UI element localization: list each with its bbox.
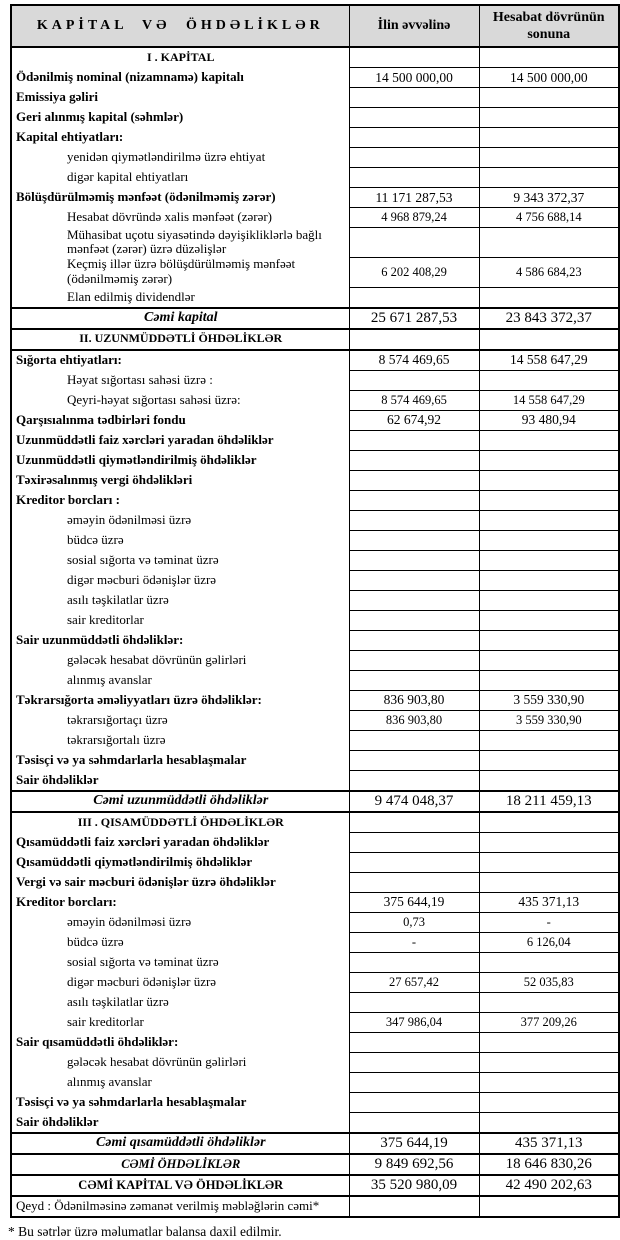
value-beginning-of-year: 9 849 692,56 <box>349 1154 479 1175</box>
value-beginning-of-year <box>349 872 479 892</box>
value-beginning-of-year <box>349 570 479 590</box>
table-row <box>11 1112 619 1133</box>
value-beginning-of-year: 9 474 048,37 <box>349 791 479 812</box>
value-end-of-reporting-period: 435 371,13 <box>479 1133 619 1154</box>
value-end-of-reporting-period <box>479 430 619 450</box>
row-label: Elan edilmiş dividendlər <box>11 287 349 308</box>
value-end-of-reporting-period: 23 843 372,37 <box>479 308 619 329</box>
value-end-of-reporting-period: 18 646 830,26 <box>479 1154 619 1175</box>
table-row <box>11 1196 619 1217</box>
row-label: I . KAPİTAL <box>11 47 349 68</box>
value-beginning-of-year <box>349 148 479 168</box>
table-row <box>11 892 619 912</box>
value-beginning-of-year <box>349 812 479 833</box>
table-row <box>11 1154 619 1175</box>
value-end-of-reporting-period: 52 035,83 <box>479 972 619 992</box>
row-label: gələcək hesabat dövrünün gəlirləri <box>11 650 349 670</box>
value-beginning-of-year: 14 500 000,00 <box>349 68 479 88</box>
value-end-of-reporting-period <box>479 750 619 770</box>
value-end-of-reporting-period <box>479 872 619 892</box>
header-row <box>11 5 619 47</box>
value-beginning-of-year <box>349 952 479 972</box>
row-label: Bölüşdürülməmiş mənfəət (ödənilməmiş zərər) <box>11 188 349 208</box>
value-end-of-reporting-period <box>479 88 619 108</box>
row-label: Cəmi kapital <box>11 308 349 329</box>
table-row <box>11 791 619 812</box>
value-beginning-of-year <box>349 1072 479 1092</box>
row-label: yenidən qiymətləndirilmə üzrə ehtiyat <box>11 148 349 168</box>
row-label: digər məcburi ödənişlər üzrə <box>11 972 349 992</box>
table-row <box>11 932 619 952</box>
row-label: Qarşısıalınma tədbirləri fondu <box>11 410 349 430</box>
table-row <box>11 510 619 530</box>
row-label: Vergi və sair məcburi ödənişlər üzrə öhdəliklər <box>11 872 349 892</box>
row-label: Ödənilmiş nominal (nizamnamə) kapitalı <box>11 68 349 88</box>
value-beginning-of-year <box>349 108 479 128</box>
row-label: əməyin ödənilməsi üzrə <box>11 510 349 530</box>
row-label: III . QISAMÜDDƏTLİ ÖHDƏLİKLƏR <box>11 812 349 833</box>
value-end-of-reporting-period <box>479 832 619 852</box>
row-label: II. UZUNMÜDDƏTLİ ÖHDƏLİKLƏR <box>11 329 349 350</box>
value-beginning-of-year <box>349 430 479 450</box>
table-header <box>11 5 619 47</box>
value-end-of-reporting-period <box>479 630 619 650</box>
table-row <box>11 690 619 710</box>
table-row <box>11 450 619 470</box>
value-beginning-of-year <box>349 530 479 550</box>
value-end-of-reporting-period: 377 209,26 <box>479 1012 619 1032</box>
row-label: Kapital ehtiyatları: <box>11 128 349 148</box>
row-label: sair kreditorlar <box>11 1012 349 1032</box>
value-beginning-of-year <box>349 329 479 350</box>
row-label: büdcə üzrə <box>11 932 349 952</box>
row-label: alınmış avanslar <box>11 1072 349 1092</box>
row-label: təkrarsığortaçı üzrə <box>11 710 349 730</box>
value-beginning-of-year <box>349 450 479 470</box>
table-row <box>11 952 619 972</box>
value-beginning-of-year <box>349 510 479 530</box>
row-label: Sığorta ehtiyatları: <box>11 350 349 371</box>
column-header-capital-and-liabilities: KAPİTAL VƏ ÖHDƏLİKLƏR <box>11 5 349 47</box>
row-label: Mühasibat uçotu siyasətində dəyişikliklərlə bağlı mənfəət (zərər) üzrə düzəlişlər <box>11 228 349 258</box>
value-end-of-reporting-period <box>479 992 619 1012</box>
table-row <box>11 710 619 730</box>
row-label: Cəmi qısamüddətli öhdəliklər <box>11 1133 349 1154</box>
value-end-of-reporting-period: 42 490 202,63 <box>479 1175 619 1196</box>
row-label: Keçmiş illər üzrə bölüşdürülməmiş mənfəət (ödənilməmiş zərər) <box>11 257 349 287</box>
row-label: Təsisçi və ya səhmdarlarla hesablaşmalar <box>11 1092 349 1112</box>
value-end-of-reporting-period <box>479 610 619 630</box>
row-label: Geri alınmış kapital (səhmlər) <box>11 108 349 128</box>
footnote: * Bu sətrlər üzrə məlumatlar balansa daxil edilmir. <box>8 1223 282 1239</box>
table-row <box>11 650 619 670</box>
value-end-of-reporting-period <box>479 128 619 148</box>
row-label: Hesabat dövründə xalis mənfəət (zərər) <box>11 208 349 228</box>
value-beginning-of-year: 375 644,19 <box>349 892 479 912</box>
value-end-of-reporting-period <box>479 550 619 570</box>
value-beginning-of-year <box>349 610 479 630</box>
row-label: alınmış avanslar <box>11 670 349 690</box>
table-body <box>11 47 619 1217</box>
value-beginning-of-year <box>349 992 479 1012</box>
table-row <box>11 47 619 68</box>
table-row <box>11 872 619 892</box>
row-label: Cəmi uzunmüddətli öhdəliklər <box>11 791 349 812</box>
table-row <box>11 68 619 88</box>
value-beginning-of-year: 35 520 980,09 <box>349 1175 479 1196</box>
balance-sheet-table <box>10 4 620 1218</box>
value-beginning-of-year <box>349 470 479 490</box>
row-label: Qısamüddətli qiymətləndirilmiş öhdəliklər <box>11 852 349 872</box>
value-beginning-of-year: 62 674,92 <box>349 410 479 430</box>
row-label: sosial sığorta və təminat üzrə <box>11 952 349 972</box>
value-beginning-of-year: 8 574 469,65 <box>349 390 479 410</box>
row-label: Uzunmüddətli qiymətləndirilmiş öhdəliklər <box>11 450 349 470</box>
row-label: əməyin ödənilməsi üzrə <box>11 912 349 932</box>
table-row <box>11 590 619 610</box>
table-row <box>11 670 619 690</box>
value-end-of-reporting-period <box>479 650 619 670</box>
table-row <box>11 912 619 932</box>
row-label: Həyat sığortası sahəsi üzrə : <box>11 370 349 390</box>
value-beginning-of-year <box>349 128 479 148</box>
value-end-of-reporting-period: 93 480,94 <box>479 410 619 430</box>
table-row <box>11 972 619 992</box>
row-label: digər məcburi ödənişlər üzrə <box>11 570 349 590</box>
row-label: asılı təşkilatlar üzrə <box>11 992 349 1012</box>
value-end-of-reporting-period <box>479 670 619 690</box>
value-end-of-reporting-period <box>479 148 619 168</box>
value-beginning-of-year: - <box>349 932 479 952</box>
value-end-of-reporting-period <box>479 570 619 590</box>
value-beginning-of-year: 27 657,42 <box>349 972 479 992</box>
value-beginning-of-year <box>349 47 479 68</box>
row-label: Təsisçi və ya səhmdarlarla hesablaşmalar <box>11 750 349 770</box>
value-beginning-of-year: 836 903,80 <box>349 710 479 730</box>
value-beginning-of-year <box>349 832 479 852</box>
value-end-of-reporting-period: 4 756 688,14 <box>479 208 619 228</box>
value-end-of-reporting-period <box>479 1112 619 1133</box>
table-row <box>11 1032 619 1052</box>
table-row <box>11 570 619 590</box>
column-header-beginning-of-year: İlin əvvəlinə <box>349 5 479 47</box>
table-row <box>11 88 619 108</box>
table-row <box>11 370 619 390</box>
value-beginning-of-year <box>349 168 479 188</box>
value-end-of-reporting-period <box>479 1196 619 1217</box>
value-end-of-reporting-period: 18 211 459,13 <box>479 791 619 812</box>
value-end-of-reporting-period <box>479 852 619 872</box>
value-end-of-reporting-period <box>479 490 619 510</box>
value-end-of-reporting-period <box>479 812 619 833</box>
row-label: Emissiya gəliri <box>11 88 349 108</box>
row-label: gələcək hesabat dövrünün gəlirləri <box>11 1052 349 1072</box>
row-label: təkrarsığortalı üzrə <box>11 730 349 750</box>
table-row <box>11 832 619 852</box>
table-row <box>11 750 619 770</box>
table-row <box>11 550 619 570</box>
column-header-end-of-reporting-period: Hesabat dövrünün sonuna <box>479 5 619 47</box>
value-beginning-of-year: 347 986,04 <box>349 1012 479 1032</box>
value-beginning-of-year <box>349 770 479 791</box>
row-label: CƏMİ ÖHDƏLİKLƏR <box>11 1154 349 1175</box>
value-beginning-of-year: 8 574 469,65 <box>349 350 479 371</box>
table-row <box>11 1092 619 1112</box>
value-beginning-of-year <box>349 630 479 650</box>
value-beginning-of-year <box>349 228 479 258</box>
value-end-of-reporting-period: 14 558 647,29 <box>479 350 619 371</box>
table-row <box>11 350 619 371</box>
row-label: Sair qısamüddətli öhdəliklər: <box>11 1032 349 1052</box>
table-row <box>11 257 619 287</box>
value-beginning-of-year <box>349 1032 479 1052</box>
value-beginning-of-year: 375 644,19 <box>349 1133 479 1154</box>
value-end-of-reporting-period <box>479 510 619 530</box>
row-label: Sair uzunmüddətli öhdəliklər: <box>11 630 349 650</box>
table-row <box>11 1052 619 1072</box>
value-end-of-reporting-period <box>479 1072 619 1092</box>
table-row <box>11 430 619 450</box>
table-row <box>11 329 619 350</box>
value-beginning-of-year <box>349 1052 479 1072</box>
table-row <box>11 992 619 1012</box>
value-beginning-of-year <box>349 1196 479 1217</box>
value-end-of-reporting-period <box>479 530 619 550</box>
row-label: sosial sığorta və təminat üzrə <box>11 550 349 570</box>
value-beginning-of-year <box>349 670 479 690</box>
value-beginning-of-year <box>349 650 479 670</box>
table-row <box>11 770 619 791</box>
value-end-of-reporting-period: 4 586 684,23 <box>479 257 619 287</box>
value-beginning-of-year <box>349 287 479 308</box>
row-label: Sair öhdəliklər <box>11 1112 349 1133</box>
row-label: Kreditor borcları : <box>11 490 349 510</box>
value-end-of-reporting-period <box>479 1052 619 1072</box>
value-beginning-of-year <box>349 852 479 872</box>
value-beginning-of-year: 6 202 408,29 <box>349 257 479 287</box>
value-end-of-reporting-period <box>479 47 619 68</box>
value-beginning-of-year <box>349 590 479 610</box>
value-end-of-reporting-period <box>479 228 619 258</box>
value-beginning-of-year <box>349 1092 479 1112</box>
value-end-of-reporting-period: - <box>479 912 619 932</box>
value-end-of-reporting-period: 14 500 000,00 <box>479 68 619 88</box>
value-beginning-of-year: 4 968 879,24 <box>349 208 479 228</box>
value-end-of-reporting-period <box>479 952 619 972</box>
row-label: Uzunmüddətli faiz xərcləri yaradan öhdəliklər <box>11 430 349 450</box>
table-row <box>11 308 619 329</box>
row-label: Sair öhdəliklər <box>11 770 349 791</box>
value-end-of-reporting-period <box>479 370 619 390</box>
value-beginning-of-year: 836 903,80 <box>349 690 479 710</box>
row-label: Qeyd : Ödənilməsinə zəmanət verilmiş məbləğlərin cəmi* <box>11 1196 349 1217</box>
value-beginning-of-year: 25 671 287,53 <box>349 308 479 329</box>
row-label: CƏMİ KAPİTAL VƏ ÖHDƏLİKLƏR <box>11 1175 349 1196</box>
value-beginning-of-year <box>349 750 479 770</box>
value-beginning-of-year <box>349 550 479 570</box>
value-end-of-reporting-period <box>479 770 619 791</box>
table-row <box>11 128 619 148</box>
value-end-of-reporting-period <box>479 450 619 470</box>
value-beginning-of-year: 11 171 287,53 <box>349 188 479 208</box>
row-label: Təxirəsalınmış vergi öhdəlikləri <box>11 470 349 490</box>
value-end-of-reporting-period <box>479 287 619 308</box>
table-row <box>11 287 619 308</box>
value-end-of-reporting-period: 14 558 647,29 <box>479 390 619 410</box>
row-label: Qeyri-həyat sığortası sahəsi üzrə: <box>11 390 349 410</box>
row-label: Təkrarsığorta əməliyyatları üzrə öhdəliklər: <box>11 690 349 710</box>
row-label: Qısamüddətli faiz xərcləri yaradan öhdəliklər <box>11 832 349 852</box>
value-beginning-of-year <box>349 1112 479 1133</box>
table-row <box>11 168 619 188</box>
value-end-of-reporting-period <box>479 730 619 750</box>
table-row <box>11 148 619 168</box>
table-row <box>11 630 619 650</box>
value-beginning-of-year <box>349 88 479 108</box>
value-beginning-of-year <box>349 490 479 510</box>
value-end-of-reporting-period <box>479 168 619 188</box>
value-end-of-reporting-period: 6 126,04 <box>479 932 619 952</box>
row-label: Kreditor borcları: <box>11 892 349 912</box>
value-end-of-reporting-period: 3 559 330,90 <box>479 690 619 710</box>
table-row <box>11 1175 619 1196</box>
value-end-of-reporting-period: 3 559 330,90 <box>479 710 619 730</box>
value-end-of-reporting-period <box>479 1032 619 1052</box>
table-row <box>11 470 619 490</box>
value-end-of-reporting-period: 435 371,13 <box>479 892 619 912</box>
value-beginning-of-year: 0,73 <box>349 912 479 932</box>
row-label: asılı təşkilatlar üzrə <box>11 590 349 610</box>
table-row <box>11 208 619 228</box>
value-end-of-reporting-period <box>479 470 619 490</box>
table-row <box>11 490 619 510</box>
value-end-of-reporting-period <box>479 329 619 350</box>
table-row <box>11 1072 619 1092</box>
value-end-of-reporting-period <box>479 108 619 128</box>
table-row <box>11 1133 619 1154</box>
value-end-of-reporting-period: 9 343 372,37 <box>479 188 619 208</box>
table-row <box>11 530 619 550</box>
table-row <box>11 108 619 128</box>
table-row <box>11 390 619 410</box>
table-row <box>11 610 619 630</box>
table-row <box>11 852 619 872</box>
table-row <box>11 410 619 430</box>
value-beginning-of-year <box>349 730 479 750</box>
row-label: sair kreditorlar <box>11 610 349 630</box>
table-row <box>11 1012 619 1032</box>
table-row <box>11 188 619 208</box>
table-row <box>11 812 619 833</box>
table-row <box>11 730 619 750</box>
value-end-of-reporting-period <box>479 1092 619 1112</box>
value-beginning-of-year <box>349 370 479 390</box>
row-label: digər kapital ehtiyatları <box>11 168 349 188</box>
row-label: büdcə üzrə <box>11 530 349 550</box>
value-end-of-reporting-period <box>479 590 619 610</box>
table-row <box>11 228 619 258</box>
